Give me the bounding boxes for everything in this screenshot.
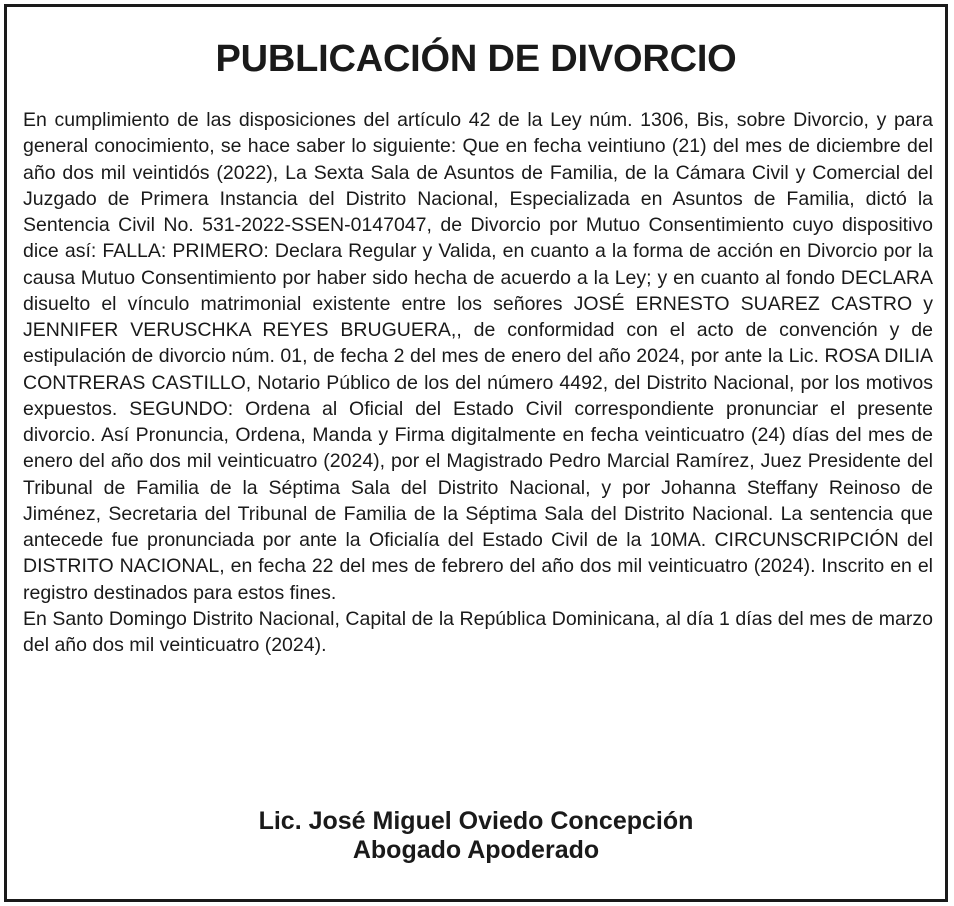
notice-paragraph-closing: En Santo Domingo Distrito Nacional, Capital de la República Dominicana, al día 1 días del mes de marzo del año dos mil veinticuatro (2024). (23, 607, 933, 656)
notice-paragraph-main: En cumplimiento de las disposiciones del artículo 42 de la Ley núm. 1306, Bis, sobre Divorcio, y para general conocimiento, se hace saber lo siguiente: Que en fecha veintiuno (21) del mes de diciembre del año dos mil veintidós (2022), La Sexta Sala de Asuntos de Familia, de la Cámara Civil y Comercial del Juzgado de Primera Instancia del Distrito Nacional, Especializada en Asuntos de Familia, dictó la Sentencia Civil No. 531-2022-SSEN-0147047, de Divorcio por Mutuo Consentimiento cuyo dispositivo dice así: FALLA: PRIMERO: Declara Regular y Valida, en cuanto a la forma de acción en Divorcio por la causa Mutuo Consentimiento por haber sido hecha de acuerdo a la Ley; y en cuanto al fondo DECLARA disuelto el vínculo matrimonial existente entre los señores JOSÉ ERNESTO SUAREZ CASTRO y JENNIFER VERUSCHKA REYES BRUGUERA,, de conformidad con el acto de convención y de estipulación de divorcio núm. 01, de fecha 2 del mes de enero del año 2024, por ante la Lic. ROSA DILIA CONTRERAS CASTILLO, Notario Público de los del número 4492, del Distrito Nacional, por los motivos expuestos. SEGUNDO: Ordena al Oficial del Estado Civil correspondiente pronunciar el presente divorcio. Así Pronuncia, Ordena, Manda y Firma digitalmente en fecha veinticuatro (24) días del mes de enero del año dos mil veinticuatro (2024), por el Magistrado Pedro Marcial Ramírez, Juez Presidente del Tribunal de Familia de la Séptima Sala del Distrito Nacional, y por Johanna Steffany Reinoso de Jiménez, Secretaria del Tribunal de Familia de la Séptima Sala del Distrito Nacional. La sentencia que antecede fue pronunciada por ante la Oficialía del Estado Civil de la 10MA. CIRCUNSCRIPCIÓN del DISTRITO NACIONAL, en fecha 22 del mes de febrero del año dos mil veinticuatro (2024). Inscrito en el registro destinados para estos fines. (23, 109, 933, 604)
signature-role: Abogado Apoderado (352, 836, 600, 864)
signature-block (7, 807, 945, 865)
divorce-notice (4, 4, 948, 902)
notice-body (23, 107, 933, 658)
notice-title: PUBLICACIÓN DE DIVORCIO (215, 38, 737, 80)
signature-name: Lic. José Miguel Oviedo Concepción (258, 807, 694, 835)
